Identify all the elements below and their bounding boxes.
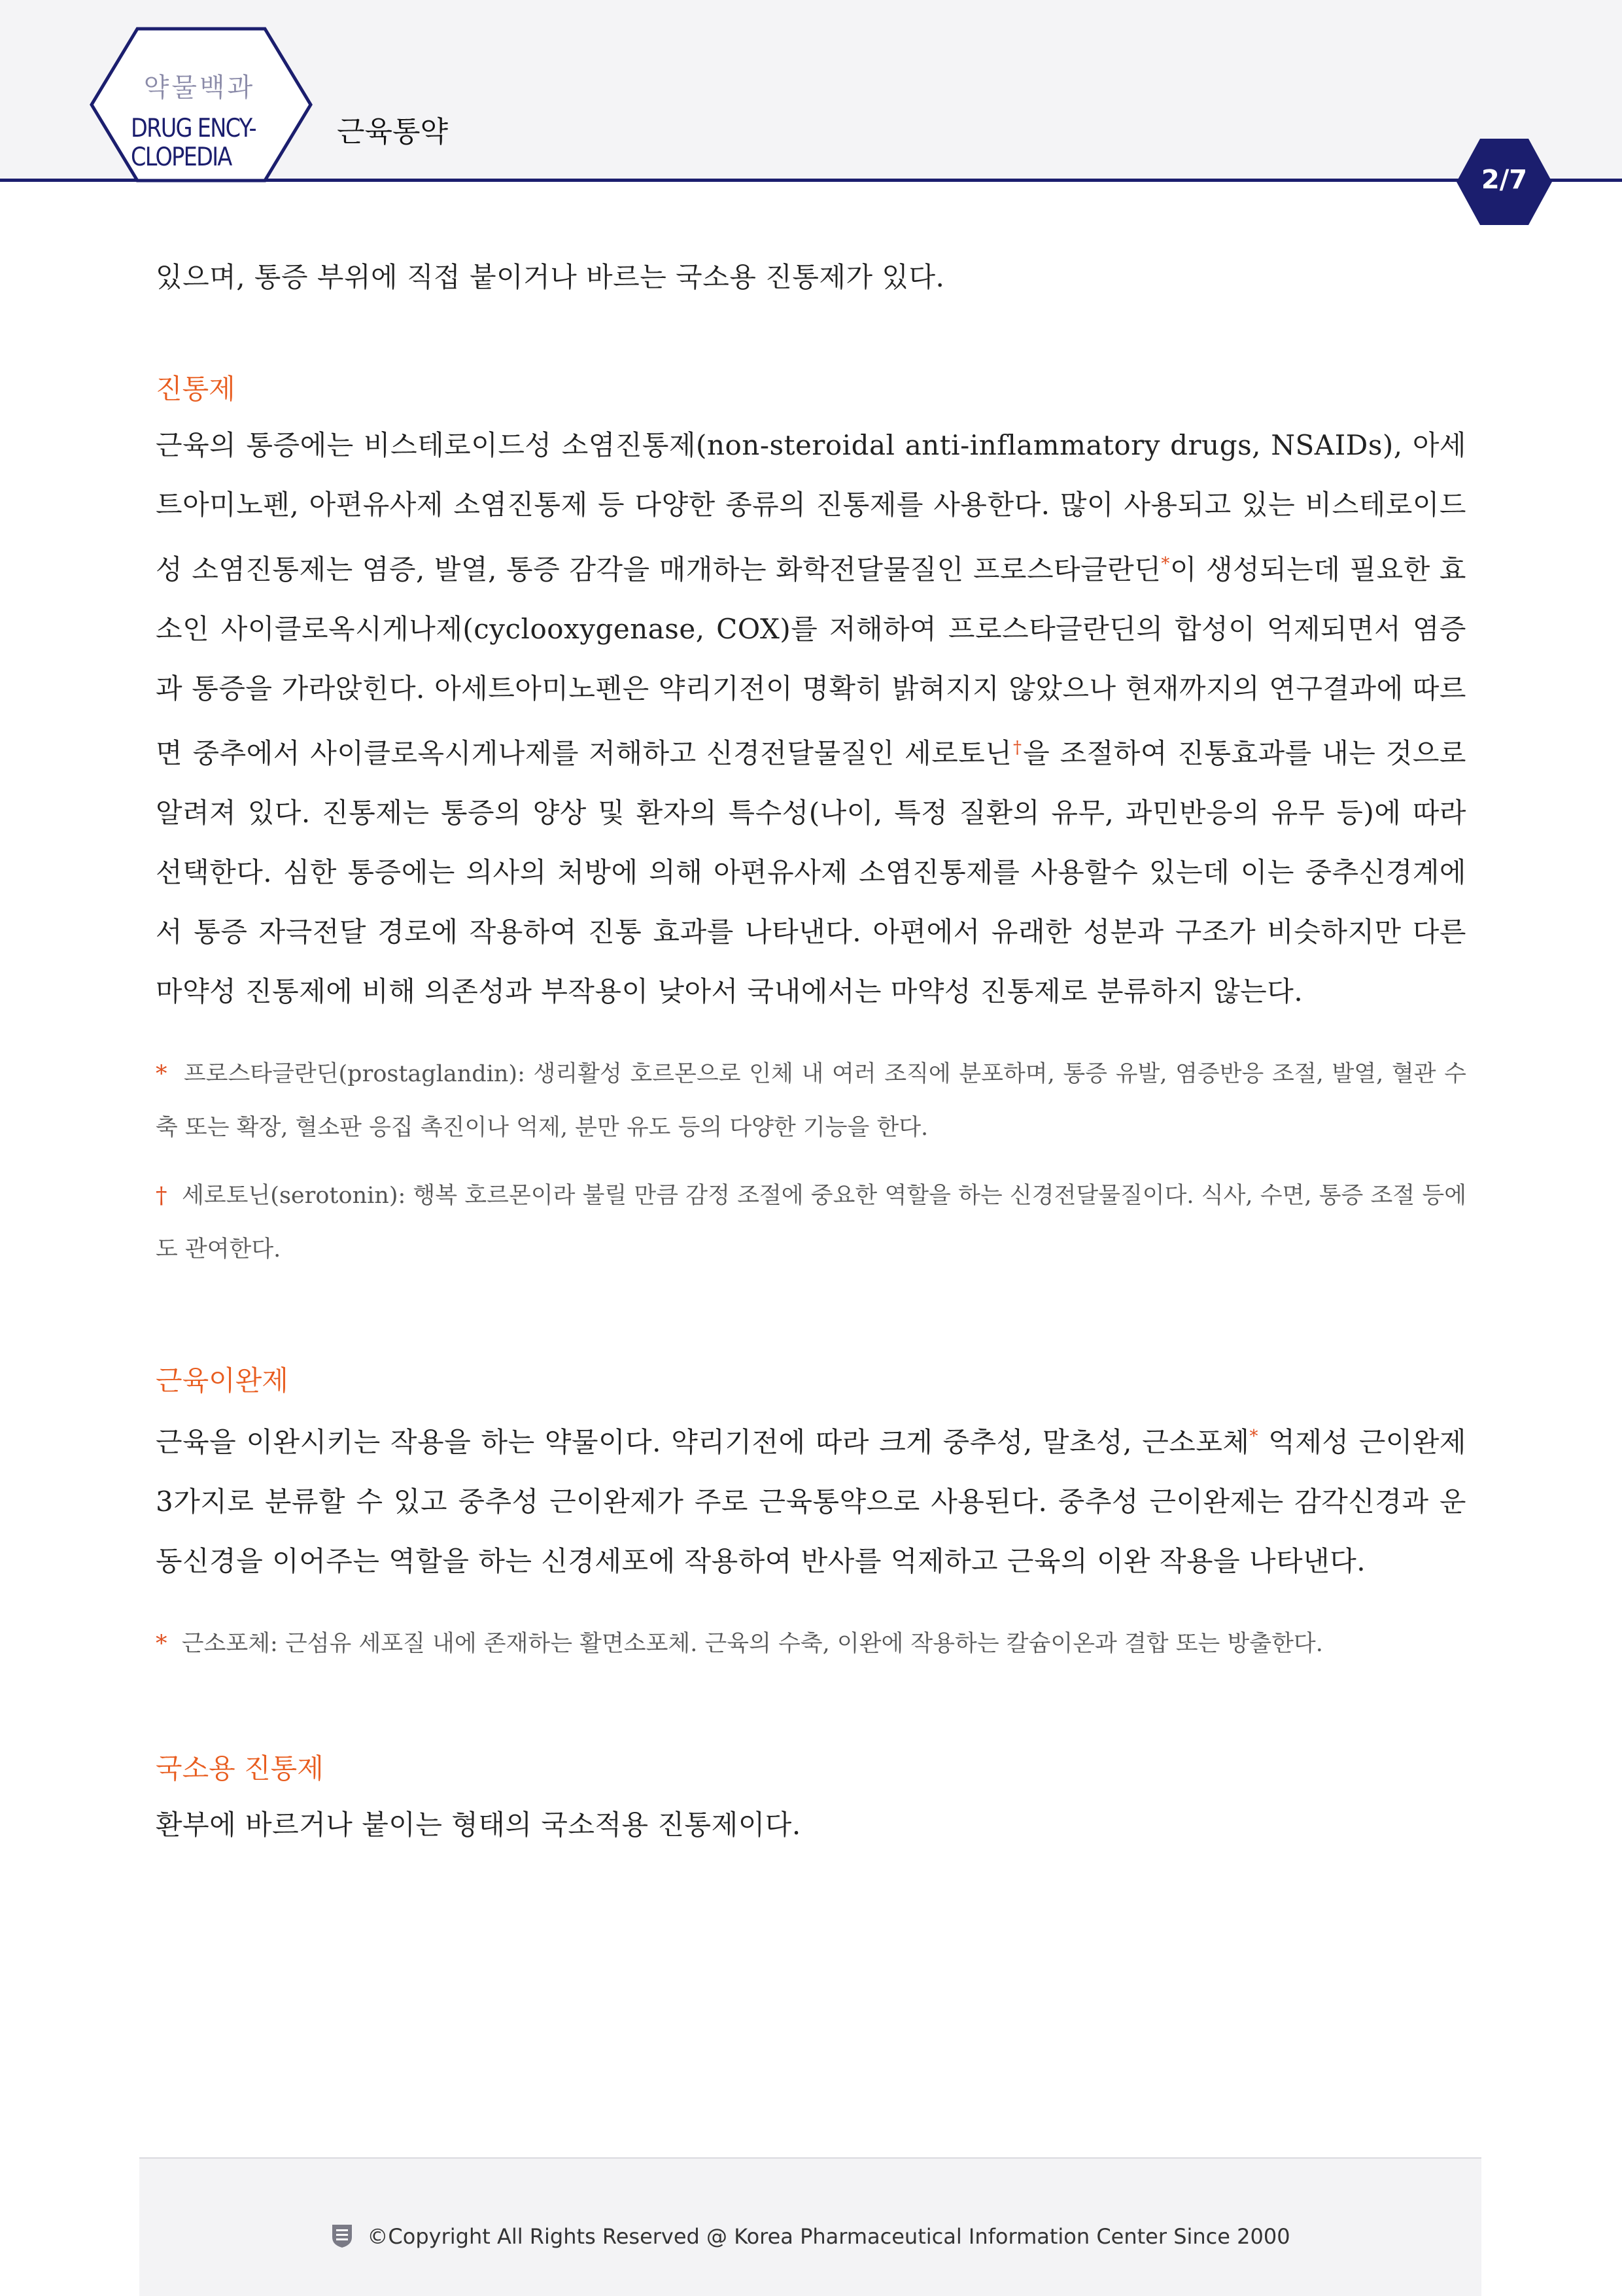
- footnote: † 세로토닌(serotonin): 행복 호르몬이라 불릴 만큼 감정 조절에 중요한 역할을 하는 신경전달물질이다. 식사, 수면, 통증 조절 등에도 관여한다.: [156, 1183, 1467, 1262]
- section-paragraph-topical-analgesics: 환부에 바르거나 붙이는 형태의 국소적용 진통제이다.: [156, 1809, 801, 1841]
- footer: [139, 2157, 1481, 2296]
- logo: [85, 26, 314, 183]
- page-number: 2/7: [1481, 165, 1528, 195]
- section-paragraph-muscle-relaxants: 근육을 이완시키는 작용을 하는 약물이다. 약리기전에 따라 크게 중추성, 말초성, 근소포체* 억제성 근이완제 3가지로 분류할 수 있고 중추성 근이완제가 주로 근육통약으로 사용된다. 중추성 근이완제는 감각신경과 운동신경을 이어주는 역할을 하는 신경세포에 작용하여 반사를 억제하고 근육의 이완 작용을 나타낸다.: [156, 1426, 1466, 1577]
- logo-english-line1: DRUG ENCY-: [131, 114, 256, 143]
- footnote: * 프로스타글란딘(prostaglandin): 생리활성 호르몬으로 인체 내 여러 조직에 분포하며, 통증 유발, 염증반응 조절, 발열, 혈관 수축 또는 확장, 혈소판 응집 촉진이나 억제, 분만 유도 등의 다양한 기능을 한다.: [156, 1061, 1466, 1141]
- page-number-badge: [1455, 137, 1553, 226]
- footnote-reference: †: [1012, 738, 1024, 757]
- section-heading-topical-analgesics: 국소용 진통제: [156, 1752, 324, 1784]
- logo-korean-text: 약물백과: [143, 73, 256, 103]
- footnote-reference: *: [1161, 554, 1170, 574]
- section-heading-analgesics: 진통제: [156, 373, 235, 405]
- document-title: 근육통약: [337, 115, 449, 148]
- logo-english-line2: CLOPEDIA: [131, 143, 232, 172]
- main-content: [156, 247, 1466, 1854]
- emblem-icon: [330, 2223, 354, 2249]
- footnote-reference: *: [1249, 1427, 1259, 1446]
- intro-paragraph: 있으며, 통증 부위에 직접 붙이거나 바르는 국소용 진통제가 있다.: [156, 261, 945, 293]
- footnote: * 근소포체: 근섬유 세포질 내에 존재하는 활면소포체. 근육의 수축, 이완에 작용하는 칼슘이온과 결합 또는 방출한다.: [156, 1631, 1323, 1657]
- footer-copyright: ©Copyright All Rights Reserved @ Korea Pharmaceutical Information Center Since 2000: [139, 2223, 1481, 2249]
- section-paragraph-analgesics: 근육의 통증에는 비스테로이드성 소염진통제(non-steroidal anti-inflammatory drugs, NSAIDs), 아세트아미노펜, 아편유사제 소염진통제 등 다양한 종류의 진통제를 사용한다. 많이 사용되고 있는 비스테로이드성 소염진통제는 염증, 발열, 통증 감각을 매개하는 화학전달물질인 프로스타글란딘*이 생성되는데 필요한 효소인 사이클로옥시게나제(cyclooxygenase, COX)를 저해하여 프로스타글란딘의 합성이 억제되면서 염증과 통증을 가라앉힌다. 아세트아미노펜은 약리기전이 명확히 밝혀지지 않았으나 현재까지의 연구결과에 따르면 중추에서 사이클로옥시게나제를 저해하고 신경전달물질인 세로토닌†을 조절하여 진통효과를 내는 것으로 알려져 있다. 진통제는 통증의 양상 및 환자의 특수성(나이, 특정 질환의 유무, 과민반응의 유무 등)에 따라 선택한다. 심한 통증에는 의사의 처방에 의해 아편유사제 소염진통제를 사용할수 있는데 이는 중추신경계에서 통증 자극전달 경로에 작용하여 진통 효과를 나타낸다. 아편에서 유래한 성분과 구조가 비슷하지만 다른 마약성 진통제에 비해 의존성과 부작용이 낮아서 국내에서는 마약성 진통제로 분류하지 않는다.: [156, 429, 1467, 1007]
- section-heading-muscle-relaxants: 근육이완제: [156, 1365, 288, 1397]
